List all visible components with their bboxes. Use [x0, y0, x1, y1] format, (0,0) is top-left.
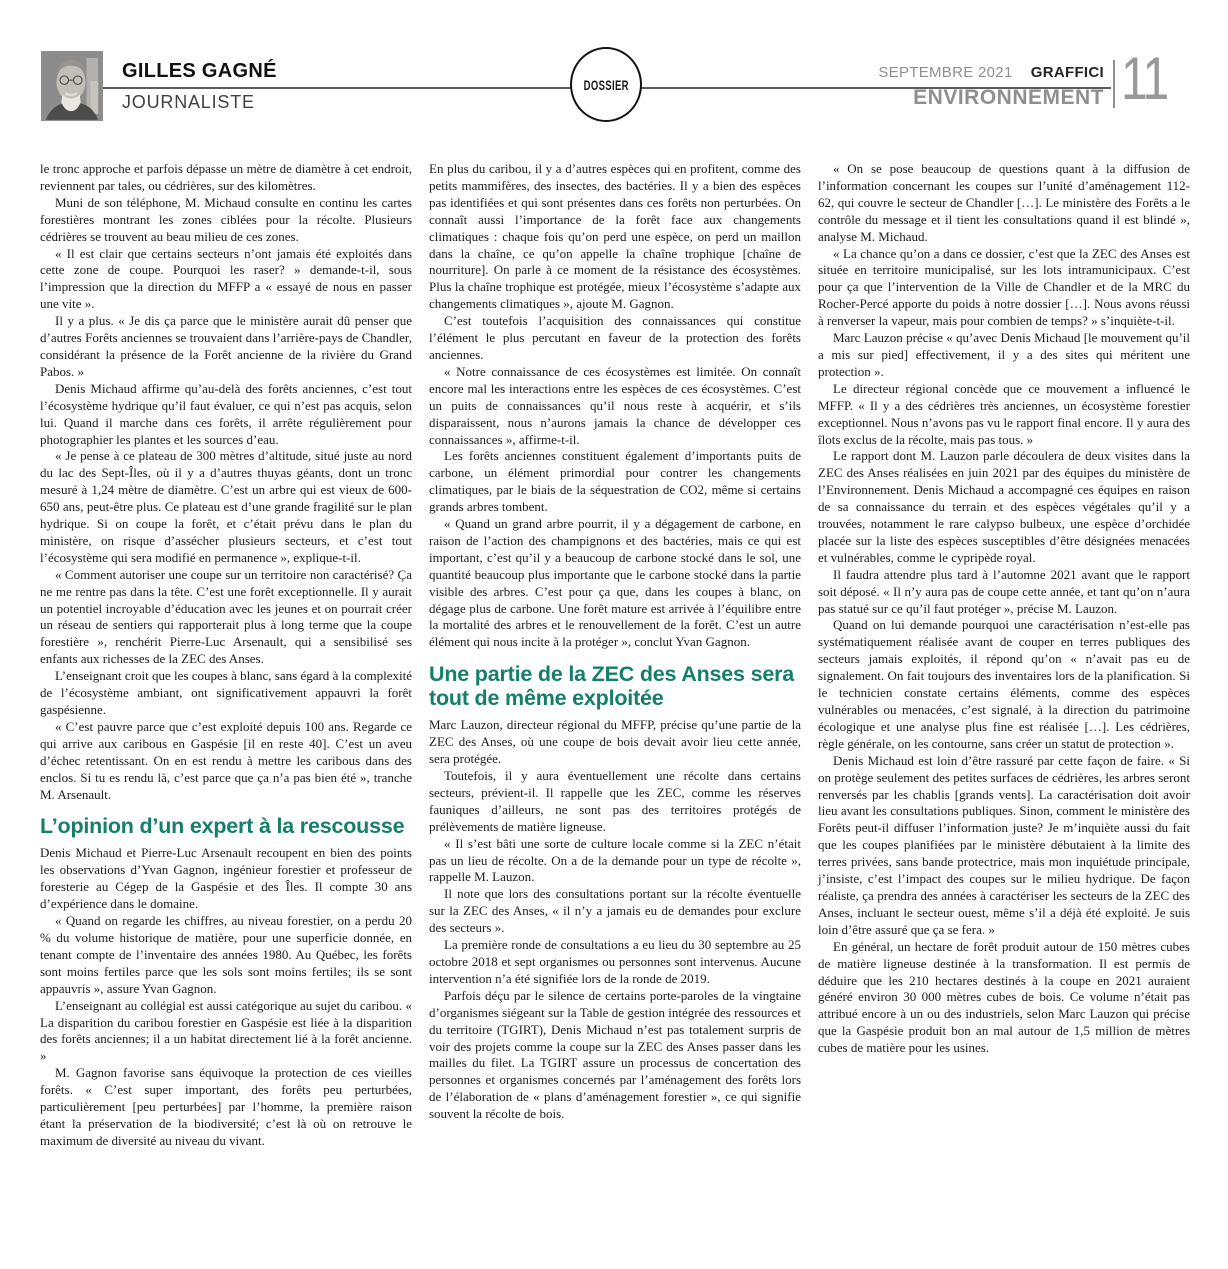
- paragraph: Marc Lauzon, directeur régional du MFFP, précise qu’une partie de la ZEC des Anses, où une coupe de bois devait avoir lieu cette année, sera protégée.: [429, 717, 801, 767]
- paragraph: « On se pose beaucoup de questions quant à la diffusion de l’information concernant les coupes sur l’unité d’aménagement 112-62, qui couvre le secteur de Chandler […]. Le ministère des Forêts a le contrôle du message et il tient les consultations quand il est blindé », analyse M. Michaud.: [818, 161, 1190, 244]
- paragraph: « C’est pauvre parce que c’est exploité depuis 100 ans. Regarde ce qui arrive aux caribous en Gaspésie [il en reste 40]. C’est un aveu d’échec retentissant. On en est rendu à mettre les caribous dans des enclos. Si tu es rendu là, c’est parce que ça n’a pas bien été », tranche M. Arsenault.: [40, 718, 412, 802]
- paragraph: Denis Michaud est loin d’être rassuré par cette façon de faire. « Si on protège seulement des petites surfaces de cédrières, les arbres seront renversés par les chablis [grands vents]. La caractérisation doit avoir lieu avant les consultations publiques. Sinon, comment le ministère des Forêts peut-il diffuser l’information juste? Je m’inquiète aussi du fait que les coupes planifiées par le ministère débutaient à la limite des terres privées, sans bande protectrice, mais mon inquiétude principale, j’insiste, c’est l’impact des coupes sur le milieu hydrique. De façon réaliste, ça prendra des années à caractériser les secteurs de la ZEC des Anses, incluant le secteur ouest, même s’il a déjà été exploité. Je suis loin d’être assuré que ça se fera. »: [818, 752, 1190, 937]
- paragraph: Il faudra attendre plus tard à l’automne 2021 avant que le rapport soit déposé. « Il n’y aura pas de coupe cette année, et tant qu’on n’aura pas statué sur ce qu’il faut protéger », précise M. Lauzon.: [818, 566, 1190, 616]
- paragraph: En plus du caribou, il y a d’autres espèces qui en profitent, comme des petits mammifères, des insectes, des bactéries. Il y a bien des espèces pas identifiées et qui sont présentes dans ces forêts non perturbées. On connaît aussi l’importance de la forêt face aux changements climatiques : chaque fois qu’on perd une espèce, on perd un maillon dans la chaîne, ce qu’on appelle la chaîne trophique [chaîne de nourriture]. On parle à ce moment de la résistance des écosystèmes. Plus la chaîne trophique est protégée, mieux l’écosystème s’adapte aux changements climatiques », ajoute M. Gagnon.: [429, 161, 801, 312]
- paragraph: L’enseignant croit que les coupes à blanc, sans égard à la complexité de l’écosystème ambiant, ont significativement appauvri la forêt gaspésienne.: [40, 668, 412, 717]
- paragraph: le tronc approche et parfois dépasse un mètre de diamètre à cet endroit, reviennent par tales, ou cédrières, sur des kilomètres.: [40, 161, 412, 193]
- paragraph: « Je pense à ce plateau de 300 mètres d’altitude, situé juste au nord du lac des Sept-Îles, où il y a d’autres thuyas géants, dont un tronc mesuré à 1,24 mètre de diamètre. C’est un arbre qui est vieux de 600-650 ans, peut-être plus. Ce plateau est d’une grande fragilité sur le plan hydrique. Si on coupe la forêt, et c’était prévu dans le plan du ministère, on risque d’assécher plusieurs secteurs, et c’est tout l’écosystème qui sera modifié en permanence », explique-t-il.: [40, 448, 412, 565]
- paragraph: Le directeur régional concède que ce mouvement a influencé le MFFP. « Il y a des cédrières très anciennes, un écosystème forestier exceptionnel. Nous n’avons pas vu le rapport final encore. Il y aura des îlots exclus de la récolte, mais pas tous. »: [818, 380, 1190, 447]
- page-number: 11: [1121, 45, 1168, 112]
- paragraph: Il y a plus. « Je dis ça parce que le ministère aurait dû penser que d’autres Forêts anciennes se trouvaient dans l’arrière-pays de Chandler, considérant la présence de la Forêt ancienne de la rivière du Grand Pabos. »: [40, 313, 412, 379]
- paragraph: Denis Michaud affirme qu’au-delà des forêts anciennes, c’est tout l’écosystème hydrique qu’il faut évaluer, ce qui n’est pas acquis, selon lui. Quand il marche dans ces forêts, il arrête régulièrement pour photographier les plantes et les sources d’eau.: [40, 380, 412, 447]
- paragraph: Il note que lors des consultations portant sur la récolte éventuelle sur la ZEC des Anses, « il n’y a jamais eu de demandes pour exclure des secteurs ».: [429, 886, 801, 936]
- issue-line: [878, 64, 1104, 81]
- page-number-divider: [1113, 60, 1115, 108]
- paragraph: « Quand on regarde les chiffres, au niveau forestier, on a perdu 20 % du volume historique de matière, pour une superficie donnée, en tenant compte de l’inventaire des années 1980. Au Québec, les forêts sont moins fertiles parce que les sols sont moins fertiles; ils se sont appauvris », assure Yvan Gagnon.: [40, 913, 412, 996]
- paragraph: Le rapport dont M. Lauzon parle découlera de deux visites dans la ZEC des Anses réalisées en juin 2021 par des équipes du ministère de l’Environnement. Denis Michaud a accompagné ces équipes en raison de sa connaissance du terrain et des espèces végétales qu’il y a trouvées, notamment le rare calypso bulbeux, une espèce d’orchidée placée sur la liste des espèces susceptibles d’être désignées menacées et vulnérables, comme le cypripède royal.: [818, 448, 1190, 565]
- issue-date: SEPTEMBRE 2021: [878, 64, 1013, 81]
- author-role: JOURNALISTE: [122, 92, 255, 112]
- paragraph: « Quand un grand arbre pourrit, il y a dégagement de carbone, en raison de l’action des champignons et des bactéries, mais ce qui est important, c’est qu’il y a beaucoup de carbone stocké dans le sol, une quantité beaucoup plus importante que le carbone stocké dans la partie visible des arbres. C’est pour ça que, dans les coupes à blanc, on dégage plus de carbone. Une forêt mature est arrivée à l’équilibre entre la mortalité des arbres et le renouvellement de la forêt. C’est un autre élément qui nous incite à la protéger », conclut Yvan Gagnon.: [429, 516, 801, 650]
- paragraph: « La chance qu’on a dans ce dossier, c’est que la ZEC des Anses est située en territoire municipalisé, sur les lots intramunicipaux. C’est pour ça que l’intervention de la Ville de Chandler et de la MRC du Rocher-Percé apporte du poids à notre dossier […]. Nous avons réussi à renverser la vapeur, mais pour combien de temps? » s’inquiète-t-il.: [818, 245, 1190, 329]
- journalist-photo: [41, 51, 103, 121]
- paragraph: En général, un hectare de forêt produit autour de 150 mètres cubes de matière ligneuse destinée à la transformation. Il est permis de déduire que les 210 hectares destinés à la coupe en 2021 auraient généré environ 30 000 mètres cubes de bois. Ce volume n’était pas attribué encore à un ou des industriels, selon Marc Lauzon qui précise que la Gaspésie produit bon an mal autour de 1,5 million de mètres cubes de matière pour les usines.: [818, 938, 1190, 1056]
- paragraph: « Il s’est bâti une sorte de culture locale comme si la ZEC n’était pas un lieu de récolte. On a de la demande pour un type de récolte », rappelle M. Lauzon.: [429, 835, 801, 885]
- paragraph: L’enseignant au collégial est aussi catégorique au sujet du caribou. « La disparition du caribou forestier en Gaspésie est liée à la disparition des forêts anciennes; il a un habitat directement lié à la forêt ancienne. »: [40, 997, 412, 1064]
- paragraph: Parfois déçu par le silence de certains porte-paroles de la vingtaine d’organismes siégeant sur la Table de gestion intégrée des ressources et du territoire (TGIRT), Denis Michaud n’est pas totalement surpris de voir des projets comme la coupe sur la ZEC des Anses passer dans les mailles du filet. La TGIRT assure un processus de concertation des personnes et organismes concernés par l’aménagement des forêts lors de l’élaboration de « plans d’aménagement forestier », ce qui signifie souvent la récolte de bois.: [429, 987, 801, 1122]
- text-column-1: [40, 161, 412, 1150]
- paragraph: M. Gagnon favorise sans équivoque la protection de ces vieilles forêts. « C’est super important, des forêts peu perturbées, particulièrement [peu perturbées] par l’homme, la première raison étant la préservation de la biodiversité; c’est là où on retrouve le maximum de diversité au niveau du vivant.: [40, 1065, 412, 1148]
- brand-name: GRAFFICI: [1030, 64, 1104, 81]
- paragraph: Les forêts anciennes constituent également d’importants puits de carbone, un élément primordial pour contrer les changements climatiques, par le biais de la séquestration de CO2, même si certains grands arbres tombent.: [429, 448, 801, 515]
- paragraph: Muni de son téléphone, M. Michaud consulte en continu les cartes forestières montrant les zones ciblées pour la récolte. Plusieurs cédrières se trouvent au beau milieu de ces zones.: [40, 194, 412, 244]
- subheading: L’opinion d’un expert à la rescousse: [40, 814, 405, 839]
- portrait-illustration: [42, 52, 102, 120]
- text-column-3: [818, 161, 1190, 1150]
- subheading: Une partie de la ZEC des Anses sera tout de même exploitée: [429, 662, 795, 711]
- paragraph: Quand on lui demande pourquoi une caractérisation n’est-elle pas systématiquement réalisée avant de couper en terres publiques des secteurs jamais exploités, il répond qu’on « n’avait pas eu de signalement. On fait toujours des inventaires lors de la planification. Si le technicien constate certains éléments, comme des espèces vulnérables ou menacées, c’est signalé, à la direction du patrimoine écologique et une analyse plus fine est réalisée […]. Les cédrières, règle générale, on les contourne, sans créer un statut de protection ».: [818, 617, 1190, 751]
- dossier-badge-label: DOSSIER: [583, 76, 629, 93]
- paragraph: C’est toutefois l’acquisition des connaissances qui constitue l’élément le plus percutant en faveur de la protection des forêts anciennes.: [429, 313, 801, 362]
- paragraph: La première ronde de consultations a eu lieu du 30 septembre au 25 octobre 2018 et sept organismes ou personnes sont intervenus. Aucune intervention n’a été signifiée lors de la ronde de 2019.: [429, 937, 801, 986]
- paragraph: « Il est clair que certains secteurs n’ont jamais été exploités dans cette zone de coupe. Pourquoi les raser? » demande-t-il, sous l’impression que la direction du MFFP a « essayé de nous en passer une vite ».: [40, 245, 412, 312]
- paragraph: Toutefois, il y aura éventuellement une récolte dans certains secteurs, prévient-il. Il rappelle que les ZEC, comme les réserves fauniques d’ailleurs, ne sont pas des territoires protégés de prélèvements de matière ligneuse.: [429, 768, 801, 834]
- text-column-2: [429, 161, 801, 1150]
- dossier-badge: [570, 47, 642, 122]
- paragraph: « Comment autoriser une coupe sur un territoire non caractérisé? Ça ne me rentre pas dans la tête. C’est une forêt exceptionnelle. Il y aurait un potentiel incroyable d’éducation avec les jeunes et on pourrait créer un réseau de sentiers qui rapporterait plus à long terme que la coupe forestière », renchérit Pierre-Luc Arsenault, qui a sensibilisé ses enfants aux richesses de la ZEC des Anses.: [40, 566, 412, 667]
- section-label: ENVIRONNEMENT: [913, 86, 1104, 109]
- article-columns: [40, 161, 1190, 1150]
- author-name: GILLES GAGNÉ: [122, 60, 277, 82]
- paragraph: Denis Michaud et Pierre-Luc Arsenault recoupent en bien des points les observations d’Yvan Gagnon, ingénieur forestier et professeur de foresterie au Cégep de la Gaspésie et des Îles. Il compte 30 ans d’expérience dans le domaine.: [40, 845, 412, 912]
- paragraph: « Notre connaissance de ces écosystèmes est limitée. On connaît encore mal les interactions entre les espèces de ces écosystèmes. C’est un puits de connaissances qu’il nous reste à acquérir, et s’ils disparaissent, nous n’aurons jamais la chance de développer ces connaissances », affirme-t-il.: [429, 363, 801, 447]
- paragraph: Marc Lauzon précise « qu’avec Denis Michaud [le mouvement qu’il a mis sur pied] effectivement, il y a des sites qui méritent une protection ».: [818, 330, 1190, 379]
